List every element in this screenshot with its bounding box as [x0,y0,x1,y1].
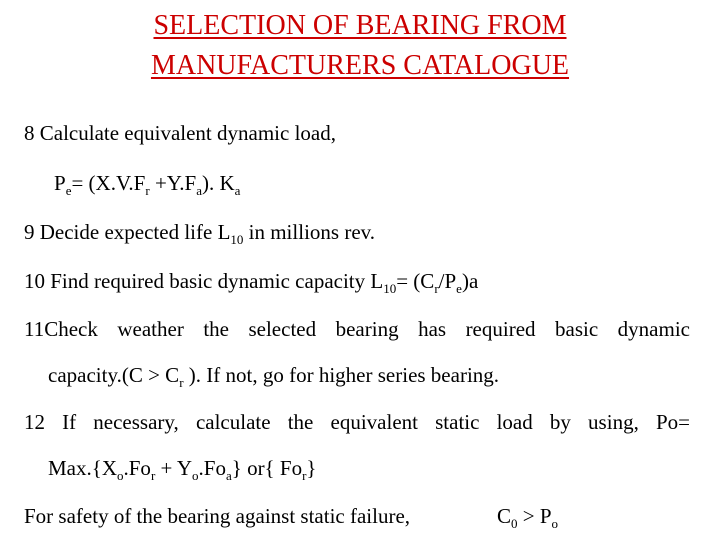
safety-condition: $C_0 > P_o$ [497,504,559,531]
step-11-line-2: capacity.(C > $C_r$ ). If not, go for higher series bearing. [48,363,500,390]
step-11-line-1: 11Check weather the selected bearing has required basic dynamic [24,317,690,341]
step-8-formula: $P_e= (X.V.F_r +Y.F_a)$. $K_a$ [54,171,241,198]
slide-title [0,6,720,86]
step-9-text: 9 Decide expected life $L_{10}$ in millions rev. [24,220,376,247]
safety-text: For safety of the bearing against static failure, [24,504,411,528]
step-10-text: 10 Find required basic dynamic capacity $L_{10}= (C_r/P_e)a$ [24,269,479,296]
step-12-line-2: $Max.\{X_o.Fo_r + Y_o.Fo_a\}$ or{ $Fo_r$} [48,456,317,483]
title-line-2: MANUFACTURERS CATALOGUE [150,50,570,81]
step-12-line-1: 12 If necessary, calculate the equivalent static load by using, Po= [24,410,690,434]
step-8-text: 8 Calculate equivalent dynamic load, [24,121,336,145]
title-line-1: SELECTION OF BEARING FROM [153,10,567,41]
